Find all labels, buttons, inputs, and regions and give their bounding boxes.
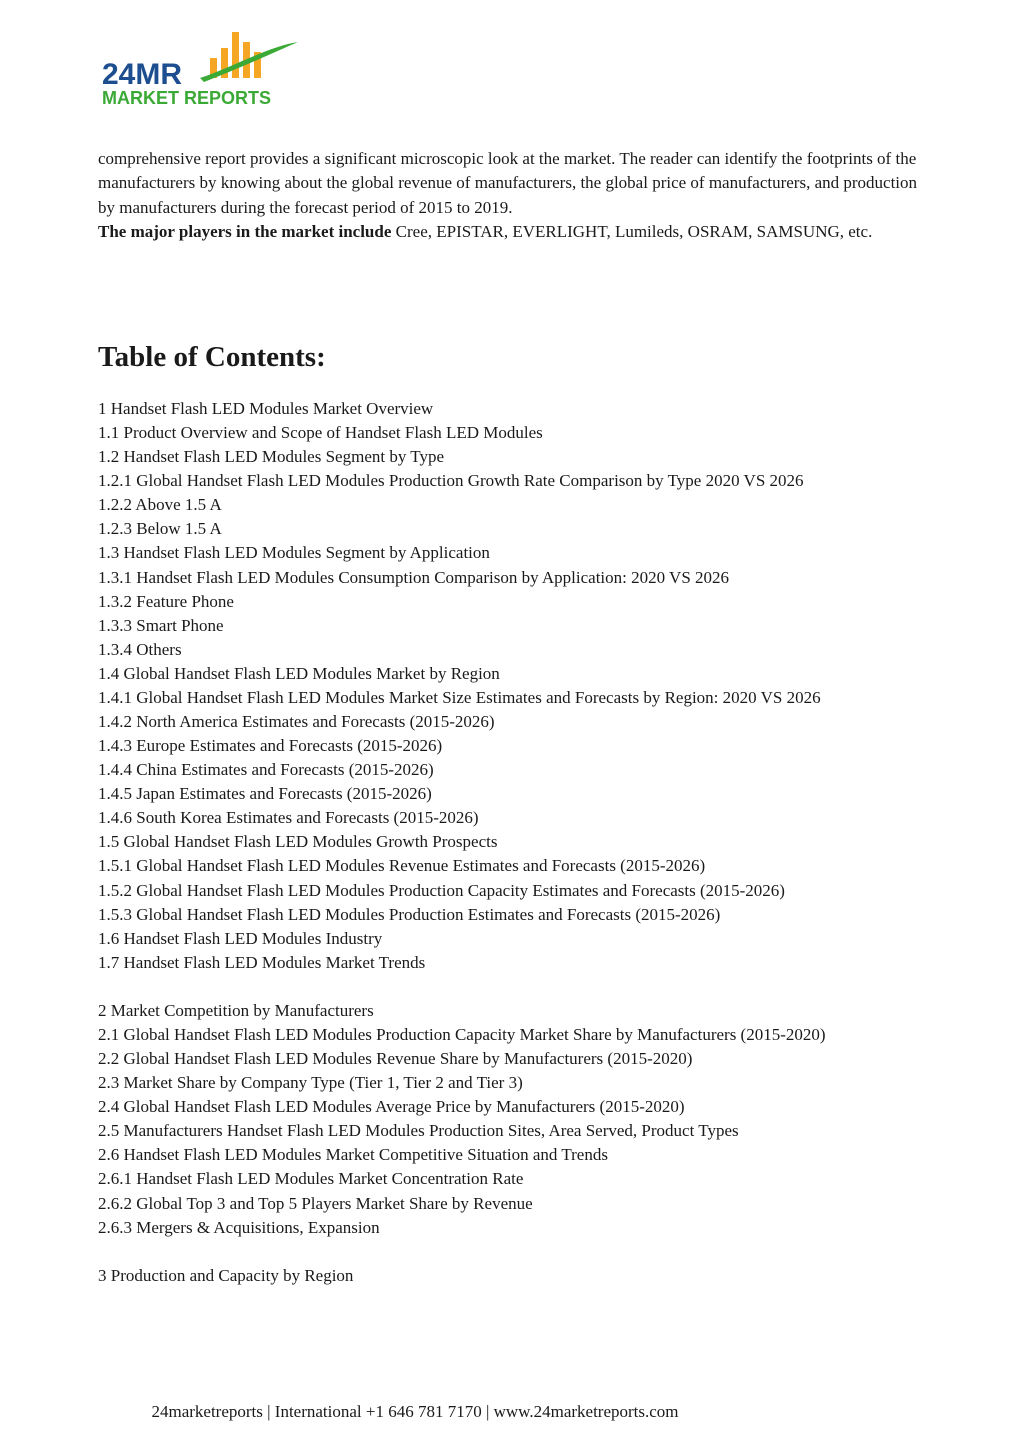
toc-entry: 1.7 Handset Flash LED Modules Market Trends — [98, 952, 426, 972]
intro-section — [98, 147, 928, 245]
table-of-contents — [98, 397, 978, 1312]
logo-line2: MARKET REPORTS — [102, 88, 272, 108]
toc-entry: 3 Production and Capacity by Region — [98, 1265, 354, 1285]
toc-entry: 1.4.3 Europe Estimates and Forecasts (2015-2026) — [98, 736, 443, 756]
toc-entry: 1.4 Global Handset Flash LED Modules Market by Region — [98, 663, 500, 683]
toc-entry: 1 Handset Flash LED Modules Market Overview — [98, 399, 434, 418]
toc-entry: 2.6 Handset Flash LED Modules Market Competitive Situation and Trends — [98, 1145, 608, 1165]
toc-entry: 1.3 Handset Flash LED Modules Segment by Application — [98, 543, 490, 563]
logo-line1: 24MR — [102, 58, 183, 91]
toc-entry: 1.5 Global Handset Flash LED Modules Growth Prospects — [98, 832, 498, 852]
toc-entry: 2.6.1 Handset Flash LED Modules Market Concentration Rate — [98, 1169, 524, 1189]
toc-entry: 1.3.3 Smart Phone — [98, 615, 224, 635]
toc-group — [98, 999, 978, 1240]
page-footer — [0, 1400, 830, 1424]
logo-bar-3 — [232, 32, 239, 78]
toc-entry: 1.4.4 China Estimates and Forecasts (2015-2026) — [98, 760, 434, 780]
toc-entry: 1.5.2 Global Handset Flash LED Modules Production Capacity Estimates and Forecasts (2015-2026) — [98, 880, 785, 900]
toc-entry: 1.4.1 Global Handset Flash LED Modules Market Size Estimates and Forecasts by Region: 2020 VS 2026 — [98, 687, 821, 707]
toc-entry: 1.6 Handset Flash LED Modules Industry — [98, 928, 383, 948]
toc-entry: 1.5.3 Global Handset Flash LED Modules Production Estimates and Forecasts (2015-2026) — [98, 904, 721, 924]
toc-title: Table of Contents: — [98, 341, 326, 373]
toc-entry: 2 Market Competition by Manufacturers — [98, 1000, 374, 1020]
toc-entry: 2.6.3 Mergers & Acquisitions, Expansion — [98, 1217, 380, 1237]
toc-entry: 1.2.2 Above 1.5 A — [98, 495, 222, 515]
toc-entry: 2.2 Global Handset Flash LED Modules Revenue Share by Manufacturers (2015-2020) — [98, 1049, 693, 1069]
company-logo — [100, 28, 305, 108]
major-players-list: Cree, EPISTAR, EVERLIGHT, Lumileds, OSRAM, SAMSUNG, etc. — [391, 222, 873, 242]
toc-entry: 1.2 Handset Flash LED Modules Segment by Type — [98, 447, 445, 467]
toc-entry: 2.6.2 Global Top 3 and Top 5 Players Market Share by Revenue — [98, 1193, 533, 1213]
toc-group — [98, 1264, 978, 1288]
toc-entry: 1.3.2 Feature Phone — [98, 591, 234, 611]
toc-entry: 1.5.1 Global Handset Flash LED Modules Revenue Estimates and Forecasts (2015-2026) — [98, 856, 706, 876]
toc-entry: 2.4 Global Handset Flash LED Modules Average Price by Manufacturers (2015-2020) — [98, 1097, 685, 1117]
toc-entry: 1.4.5 Japan Estimates and Forecasts (2015-2026) — [98, 784, 432, 804]
toc-entry: 2.3 Market Share by Company Type (Tier 1, Tier 2 and Tier 3) — [98, 1073, 523, 1093]
major-players-label: The major players in the market include — [98, 222, 392, 242]
toc-entry: 1.3.1 Handset Flash LED Modules Consumption Comparison by Application: 2020 VS 2026 — [98, 567, 730, 587]
intro-paragraph: comprehensive report provides a significant microscopic look at the market. The reader can identify the footprints of the manufacturers by knowing about the global revenue of manufacturers, the global price of manufacturers, and production by manufacturers during the forecast period of 2015 to 2019. — [98, 149, 918, 217]
toc-entry: 1.2.3 Below 1.5 A — [98, 519, 222, 539]
major-players — [98, 220, 928, 244]
toc-entry: 1.3.4 Others — [98, 639, 182, 659]
toc-entry: 2.5 Manufacturers Handset Flash LED Modules Production Sites, Area Served, Product Types — [98, 1121, 739, 1141]
toc-entry: 1.4.6 South Korea Estimates and Forecasts (2015-2026) — [98, 808, 479, 828]
toc-entry: 2.1 Global Handset Flash LED Modules Production Capacity Market Share by Manufacturers (2015-2020) — [98, 1024, 826, 1044]
toc-entry: 1.2.1 Global Handset Flash LED Modules Production Growth Rate Comparison by Type 2020 VS 2026 — [98, 471, 804, 491]
toc-entry: 1.1 Product Overview and Scope of Handset Flash LED Modules — [98, 423, 543, 443]
toc-entry: 1.4.2 North America Estimates and Forecasts (2015-2026) — [98, 712, 495, 732]
footer-text: 24marketreports | International +1 646 781 7170 | www.24marketreports.com — [151, 1402, 679, 1421]
toc-group — [98, 397, 978, 975]
